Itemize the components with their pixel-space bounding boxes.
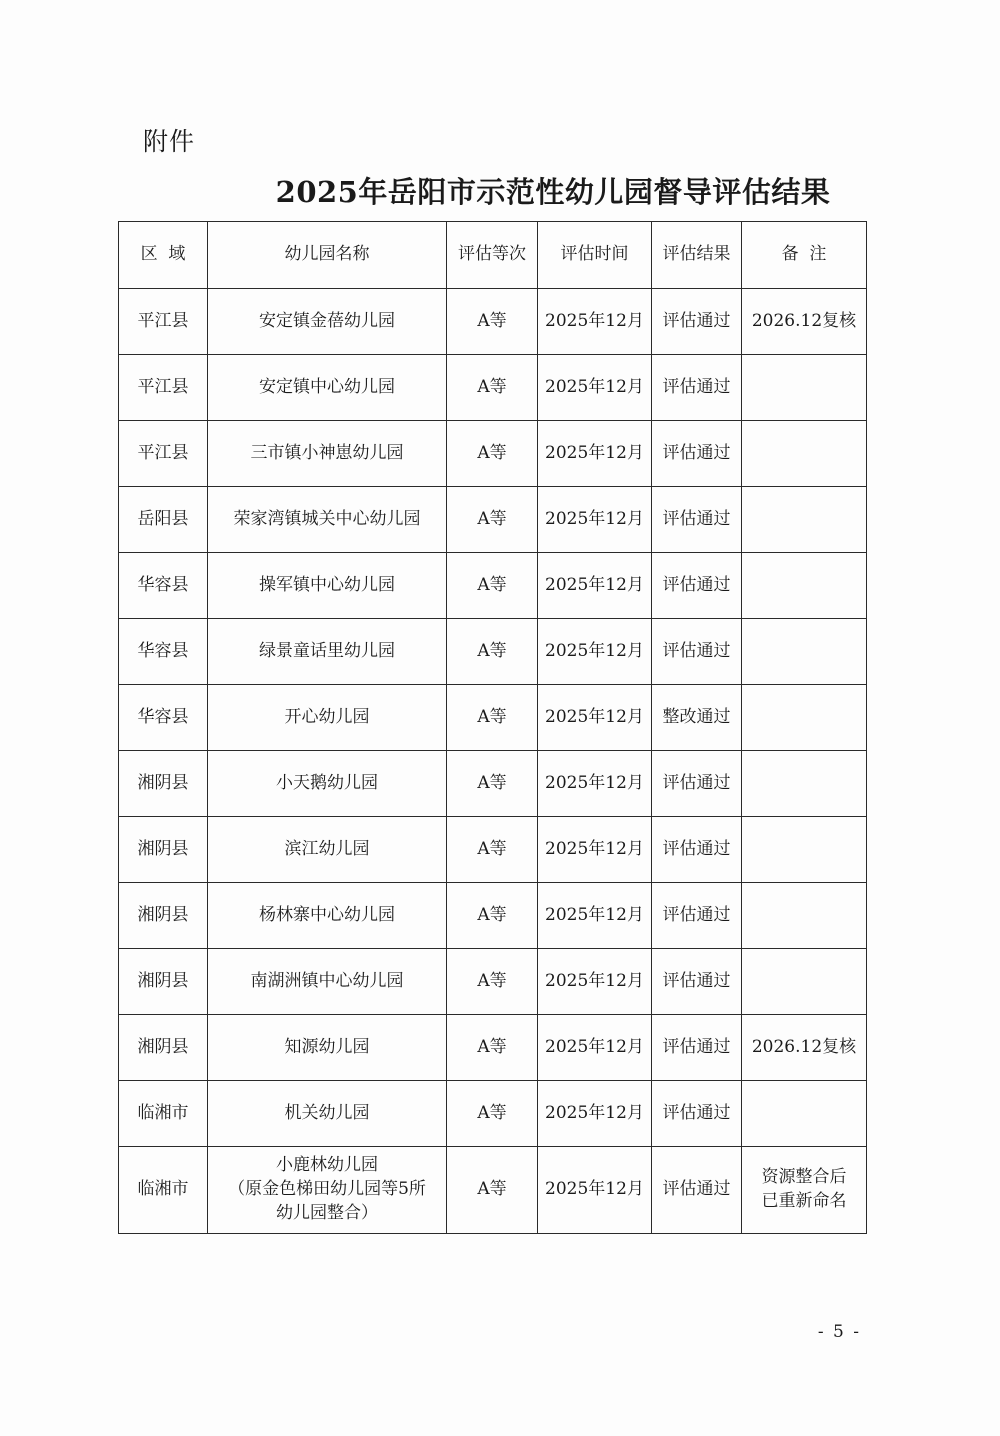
header-grade: 评估等次: [447, 222, 538, 289]
cell-kindergarten-name: 知源幼儿园: [208, 1015, 447, 1081]
cell-kindergarten-name: 开心幼儿园: [208, 685, 447, 751]
cell-remark: [742, 487, 867, 553]
cell-remark: [742, 883, 867, 949]
header-evaluation-result: 评估结果: [652, 222, 742, 289]
header-kindergarten-name: 幼儿园名称: [208, 222, 447, 289]
cell-region: 湘阴县: [119, 751, 208, 817]
table-row: [119, 355, 867, 421]
cell-evaluation-result: 评估通过: [652, 619, 742, 685]
cell-evaluation-time: 2025年12月: [538, 949, 652, 1015]
cell-grade: A等: [447, 355, 538, 421]
table-row: [119, 289, 867, 355]
cell-remark: [742, 685, 867, 751]
cell-evaluation-time: 2025年12月: [538, 355, 652, 421]
cell-grade: A等: [447, 421, 538, 487]
cell-region: 湘阴县: [119, 949, 208, 1015]
cell-evaluation-time: 2025年12月: [538, 487, 652, 553]
cell-grade: A等: [447, 817, 538, 883]
cell-evaluation-result: 评估通过: [652, 1015, 742, 1081]
cell-remark: [742, 355, 867, 421]
cell-kindergarten-name: 南湖洲镇中心幼儿园: [208, 949, 447, 1015]
cell-evaluation-result: 评估通过: [652, 1081, 742, 1147]
cell-evaluation-result: 评估通过: [652, 553, 742, 619]
cell-region: 平江县: [119, 355, 208, 421]
cell-remark: [742, 751, 867, 817]
document-title: 2025年岳阳市示范性幼儿园督导评估结果: [275, 175, 831, 209]
cell-evaluation-time: 2025年12月: [538, 1015, 652, 1081]
cell-remark: 2026.12复核: [742, 289, 867, 355]
cell-evaluation-time: 2025年12月: [538, 817, 652, 883]
cell-kindergarten-name: 小鹿林幼儿园 （原金色梯田幼儿园等5所 幼儿园整合）: [208, 1147, 447, 1234]
cell-grade: A等: [447, 1015, 538, 1081]
header-remark: 备 注: [742, 222, 867, 289]
cell-remark: [742, 1081, 867, 1147]
cell-grade: A等: [447, 1147, 538, 1234]
cell-evaluation-time: 2025年12月: [538, 289, 652, 355]
cell-evaluation-time: 2025年12月: [538, 619, 652, 685]
cell-grade: A等: [447, 289, 538, 355]
cell-region: 平江县: [119, 289, 208, 355]
evaluation-results-table: [118, 221, 867, 1234]
cell-evaluation-time: 2025年12月: [538, 421, 652, 487]
cell-evaluation-time: 2025年12月: [538, 553, 652, 619]
page-number: - 5 -: [817, 1322, 861, 1342]
cell-region: 华容县: [119, 553, 208, 619]
table-row: [119, 751, 867, 817]
cell-kindergarten-name: 安定镇金蓓幼儿园: [208, 289, 447, 355]
cell-region: 华容县: [119, 685, 208, 751]
cell-remark: 资源整合后 已重新命名: [742, 1147, 867, 1234]
cell-kindergarten-name: 荣家湾镇城关中心幼儿园: [208, 487, 447, 553]
table-row: [119, 685, 867, 751]
cell-evaluation-result: 评估通过: [652, 289, 742, 355]
cell-grade: A等: [447, 685, 538, 751]
table-row: [119, 619, 867, 685]
cell-region: 湘阴县: [119, 883, 208, 949]
cell-evaluation-result: 评估通过: [652, 487, 742, 553]
cell-evaluation-time: 2025年12月: [538, 1147, 652, 1234]
cell-remark: [742, 421, 867, 487]
cell-remark: [742, 817, 867, 883]
cell-evaluation-result: 评估通过: [652, 883, 742, 949]
cell-grade: A等: [447, 553, 538, 619]
cell-evaluation-result: 评估通过: [652, 949, 742, 1015]
cell-kindergarten-name: 绿景童话里幼儿园: [208, 619, 447, 685]
table-row: [119, 1147, 867, 1234]
cell-grade: A等: [447, 883, 538, 949]
cell-evaluation-result: 评估通过: [652, 421, 742, 487]
cell-region: 临湘市: [119, 1147, 208, 1234]
cell-kindergarten-name: 滨江幼儿园: [208, 817, 447, 883]
cell-kindergarten-name: 小天鹅幼儿园: [208, 751, 447, 817]
table-row: [119, 421, 867, 487]
cell-grade: A等: [447, 1081, 538, 1147]
cell-evaluation-result: 整改通过: [652, 685, 742, 751]
cell-grade: A等: [447, 487, 538, 553]
cell-evaluation-result: 评估通过: [652, 817, 742, 883]
table-header-row: [119, 222, 867, 289]
cell-grade: A等: [447, 619, 538, 685]
table-body: [119, 289, 867, 1234]
cell-evaluation-time: 2025年12月: [538, 751, 652, 817]
table-row: [119, 487, 867, 553]
cell-kindergarten-name: 操军镇中心幼儿园: [208, 553, 447, 619]
table-row: [119, 1081, 867, 1147]
cell-kindergarten-name: 三市镇小神崽幼儿园: [208, 421, 447, 487]
table-row: [119, 553, 867, 619]
table-row: [119, 949, 867, 1015]
cell-kindergarten-name: 杨林寨中心幼儿园: [208, 883, 447, 949]
cell-evaluation-time: 2025年12月: [538, 685, 652, 751]
header-evaluation-time: 评估时间: [538, 222, 652, 289]
cell-evaluation-result: 评估通过: [652, 751, 742, 817]
cell-remark: 2026.12复核: [742, 1015, 867, 1081]
cell-remark: [742, 553, 867, 619]
cell-kindergarten-name: 安定镇中心幼儿园: [208, 355, 447, 421]
cell-evaluation-time: 2025年12月: [538, 883, 652, 949]
attachment-label: 附件: [143, 127, 196, 156]
table-row: [119, 1015, 867, 1081]
cell-remark: [742, 619, 867, 685]
cell-region: 湘阴县: [119, 1015, 208, 1081]
cell-evaluation-time: 2025年12月: [538, 1081, 652, 1147]
table-row: [119, 817, 867, 883]
cell-region: 临湘市: [119, 1081, 208, 1147]
cell-grade: A等: [447, 751, 538, 817]
cell-kindergarten-name: 机关幼儿园: [208, 1081, 447, 1147]
cell-region: 湘阴县: [119, 817, 208, 883]
cell-grade: A等: [447, 949, 538, 1015]
cell-region: 岳阳县: [119, 487, 208, 553]
cell-region: 平江县: [119, 421, 208, 487]
cell-region: 华容县: [119, 619, 208, 685]
cell-evaluation-result: 评估通过: [652, 1147, 742, 1234]
cell-remark: [742, 949, 867, 1015]
header-region: 区 域: [119, 222, 208, 289]
cell-evaluation-result: 评估通过: [652, 355, 742, 421]
table-row: [119, 883, 867, 949]
